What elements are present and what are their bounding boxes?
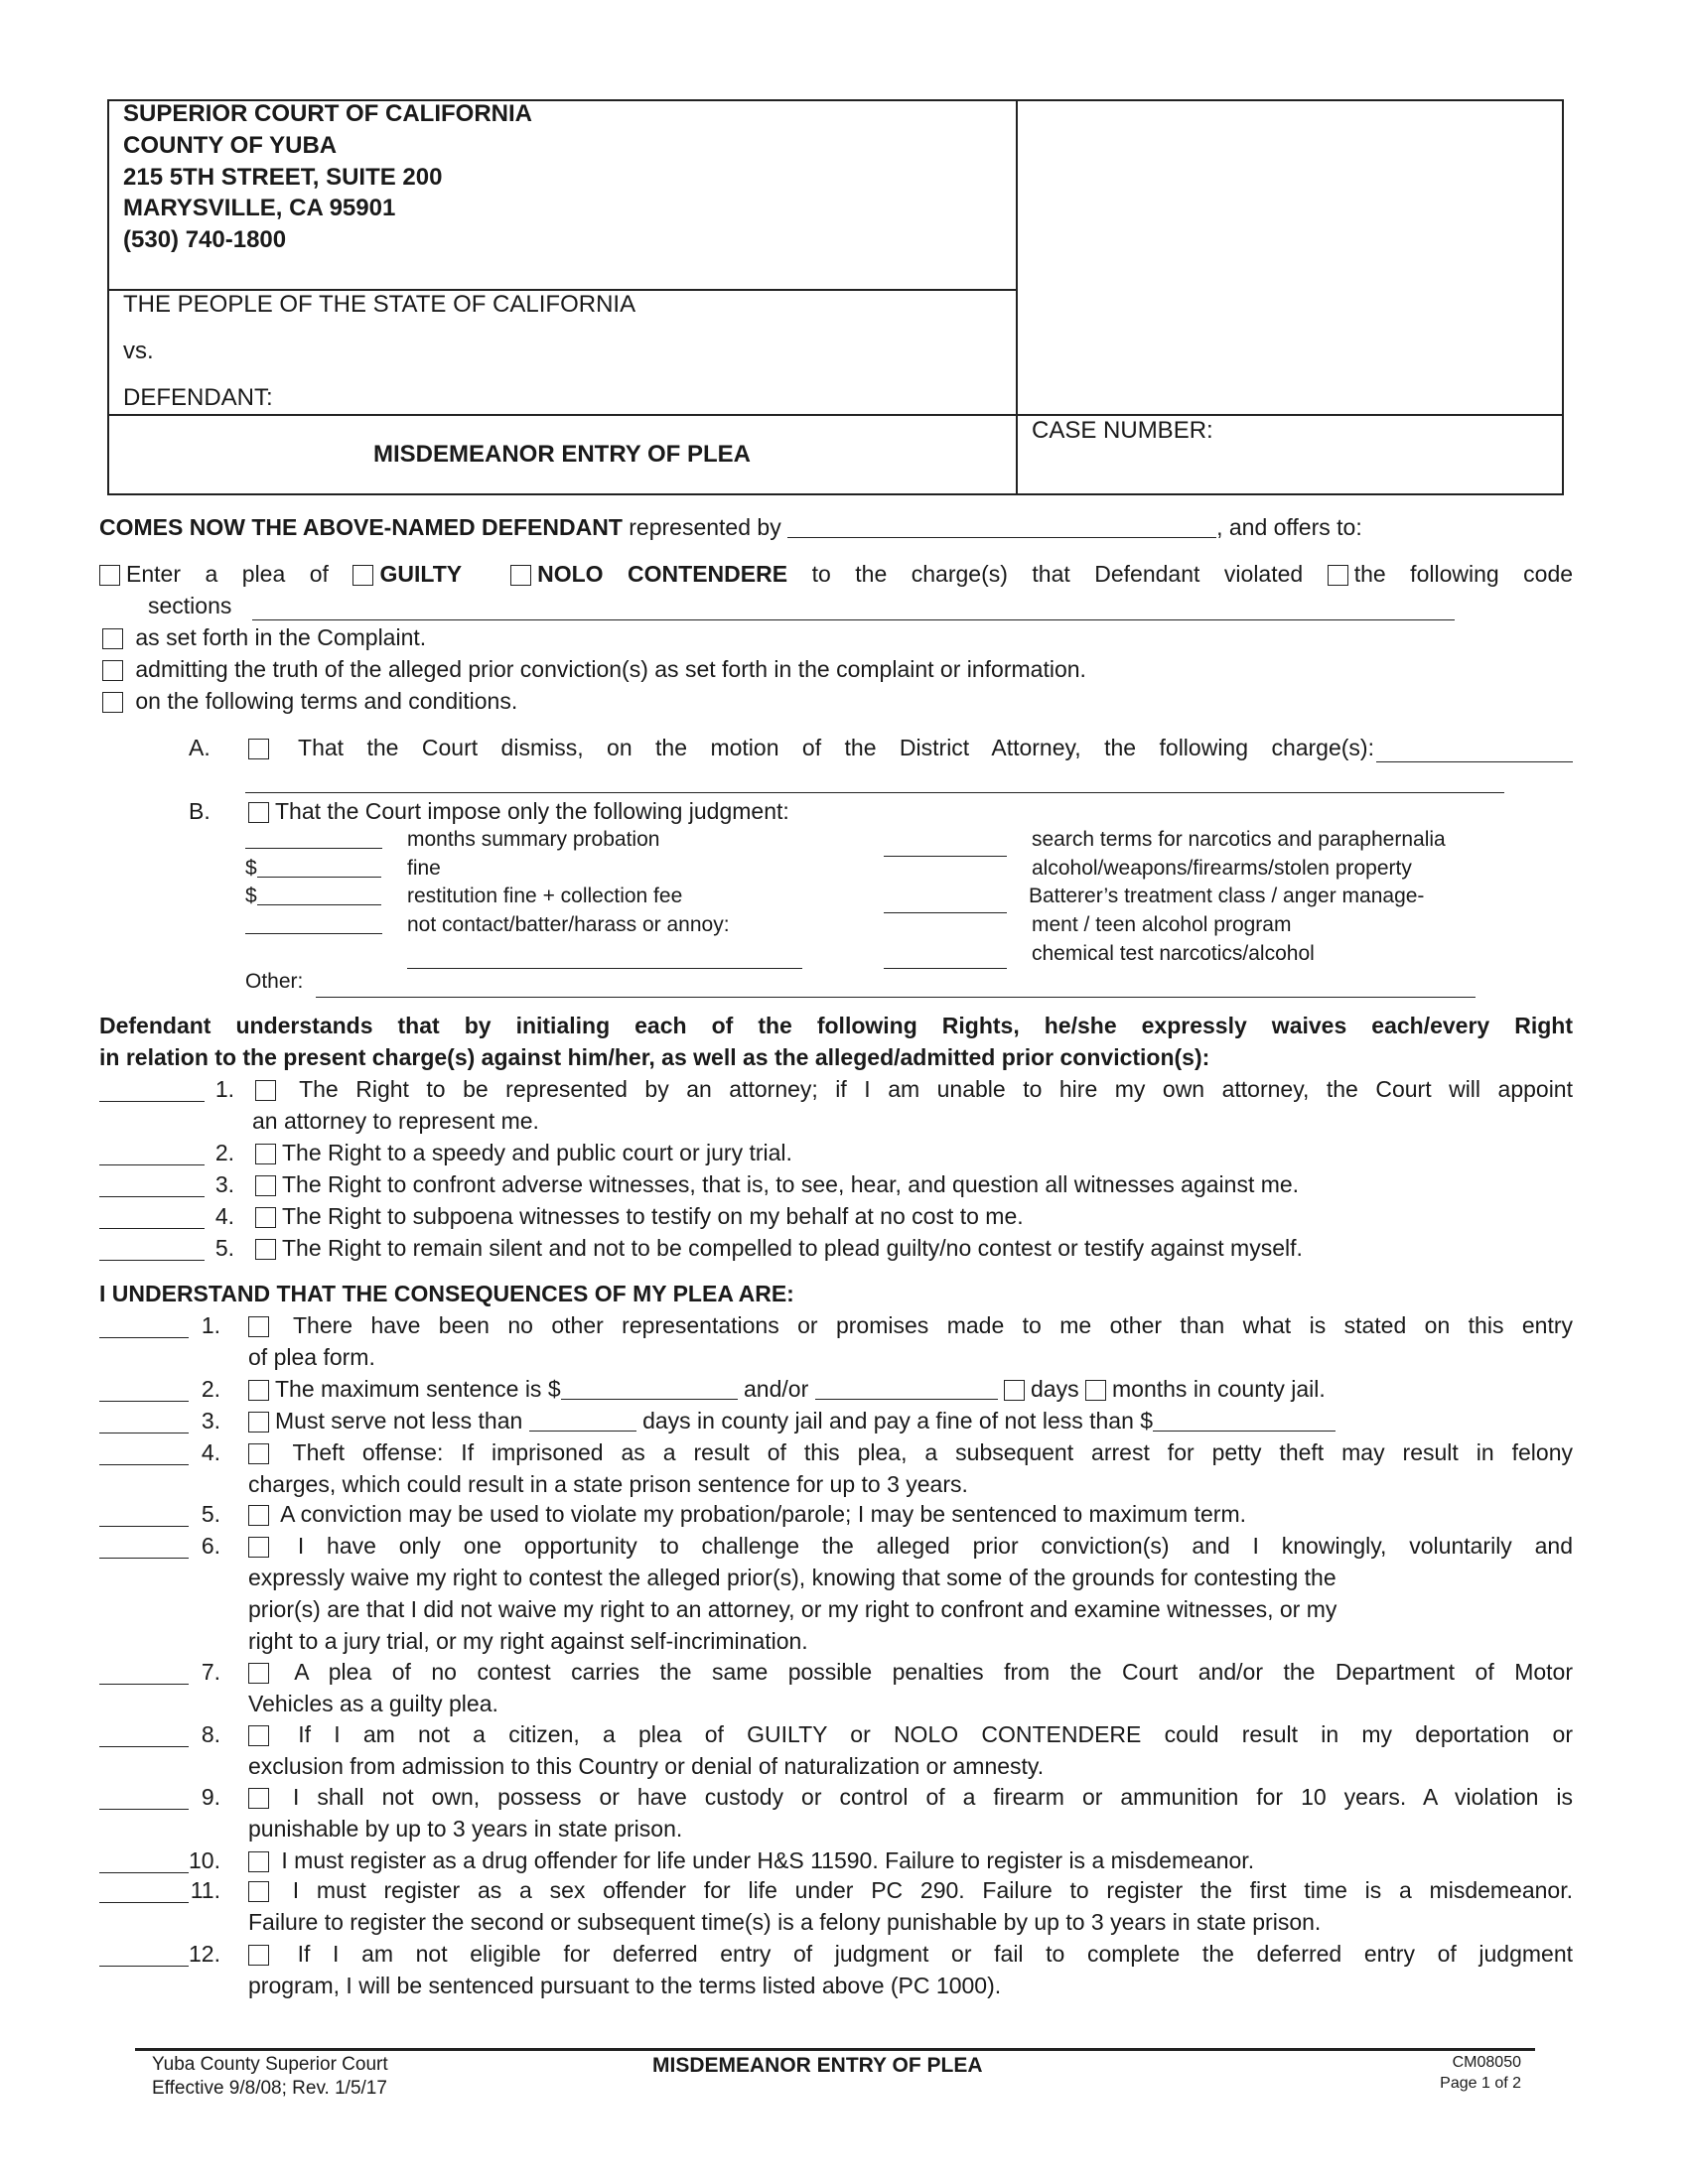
consequence-11 — [248, 1876, 1573, 1904]
consequence-11-initials-field[interactable] — [99, 1882, 189, 1903]
consequence-7-checkbox[interactable] — [248, 1663, 269, 1684]
right-1-checkbox[interactable] — [255, 1080, 276, 1101]
right-2 — [255, 1139, 792, 1166]
months-text: months in county jail. — [1112, 1376, 1326, 1402]
represented-by-text: represented by — [629, 514, 781, 540]
consequence-12-initials-field[interactable] — [99, 1946, 189, 1967]
consequence-1-text-2: of plea form. — [248, 1344, 375, 1370]
max-sentence-amount-field[interactable] — [561, 1379, 738, 1400]
right-3-checkbox[interactable] — [255, 1175, 276, 1196]
case-number-field[interactable]: CASE NUMBER: — [1032, 417, 1213, 444]
term-a-text: That the Court dismiss, on the motion of the District Attorney, the following charge(s): — [298, 735, 1374, 760]
right-5 — [255, 1234, 1303, 1262]
days-text: days — [1031, 1376, 1079, 1402]
consequence-7-text: A plea of no contest carries the same possible penalties from the Court and/or the Department of Motor — [294, 1659, 1573, 1685]
footer-form-id: CM08050 — [1452, 2054, 1521, 2071]
consequence-6-number: 6. — [201, 1533, 220, 1559]
consequence-7-number: 7. — [201, 1659, 220, 1685]
consequence-5-checkbox[interactable] — [248, 1505, 269, 1526]
search-terms-label-2: alcohol/weapons/firearms/stolen property — [1032, 857, 1412, 880]
no-contact-name-field[interactable] — [407, 948, 802, 969]
term-b-checkbox[interactable] — [248, 802, 269, 823]
consequence-10-initials-field[interactable] — [99, 1852, 189, 1873]
nolo-text: NOLO CONTENDERE — [537, 561, 788, 587]
enter-plea-text: Enter a plea of — [126, 561, 329, 587]
term-a — [248, 734, 1374, 761]
no-contact-field[interactable] — [245, 913, 382, 934]
right-1-text-2: an attorney to represent me. — [252, 1108, 539, 1134]
people-label: THE PEOPLE OF THE STATE OF CALIFORNIA — [123, 291, 636, 318]
right-2-initials-field[interactable] — [99, 1145, 205, 1165]
min-serve-text: Must serve not less than — [275, 1408, 523, 1433]
term-b-label: B. — [189, 798, 211, 824]
complaint-text: as set forth in the Complaint. — [135, 624, 427, 650]
chemical-test-field[interactable] — [884, 948, 1007, 969]
consequence-2-checkbox[interactable] — [248, 1380, 269, 1401]
chemical-test-label: chemical test narcotics/alcohol — [1032, 942, 1315, 965]
consequence-12-text-2: program, I will be sentenced pursuant to the terms listed above (PC 1000). — [248, 1973, 1002, 1998]
right-4-number: 4. — [214, 1203, 234, 1229]
consequence-9-checkbox[interactable] — [248, 1788, 269, 1809]
to-charges-text: to the charge(s) that Defendant violated — [811, 561, 1304, 587]
consequence-3-checkbox[interactable] — [248, 1412, 269, 1433]
term-a-label: A. — [189, 735, 211, 760]
other-label: Other: — [245, 970, 304, 993]
sections-label: sections — [148, 593, 232, 618]
restitution-label: restitution fine + collection fee — [407, 885, 683, 907]
intro-line — [99, 513, 1573, 541]
consequence-6 — [248, 1532, 1573, 1560]
consequence-2-initials-field[interactable] — [99, 1381, 189, 1402]
rights-intro-2: in relation to the present charge(s) against him/her, as well as the alleged/admitted prior conviction(s): — [99, 1044, 1210, 1070]
fine-field[interactable] — [257, 857, 381, 878]
consequence-1-checkbox[interactable] — [248, 1316, 269, 1337]
right-3 — [255, 1170, 1299, 1198]
consequence-11-checkbox[interactable] — [248, 1881, 269, 1902]
enter-plea-checkbox[interactable] — [99, 565, 120, 586]
consequence-6-initials-field[interactable] — [99, 1538, 189, 1559]
right-5-number: 5. — [214, 1235, 234, 1261]
min-fine-field[interactable] — [1153, 1411, 1336, 1432]
consequence-3-initials-field[interactable] — [99, 1413, 189, 1433]
consequence-4-text: Theft offense: If imprisoned as a result of this plea, a subsequent arrest for petty theft may result in felony — [292, 1439, 1573, 1465]
dismiss-charges-field-2[interactable] — [245, 772, 1504, 793]
fine-label: fine — [407, 857, 441, 880]
guilty-checkbox[interactable] — [352, 565, 373, 586]
consequence-10-checkbox[interactable] — [248, 1851, 269, 1872]
consequence-4-initials-field[interactable] — [99, 1444, 189, 1465]
consequence-7-initials-field[interactable] — [99, 1664, 189, 1685]
consequence-10-number: 10. — [189, 1847, 220, 1873]
right-4 — [255, 1202, 1024, 1230]
consequence-6-checkbox[interactable] — [248, 1537, 269, 1558]
right-3-initials-field[interactable] — [99, 1176, 205, 1197]
caption-divider — [107, 414, 1564, 416]
consequence-8-number: 8. — [201, 1721, 220, 1747]
consequence-3-number: 3. — [201, 1408, 220, 1433]
treatment-class-label-2: ment / teen alcohol program — [1032, 913, 1292, 936]
probation-months-field[interactable] — [245, 828, 382, 849]
search-terms-field[interactable] — [884, 836, 1007, 857]
vs-label: vs. — [123, 338, 154, 364]
restitution-item — [245, 884, 381, 909]
consequence-5-text: A conviction may be used to violate my probation/parole; I may be sentenced to maximum term. — [280, 1501, 1246, 1527]
fine-item — [245, 856, 381, 882]
court-phone: (530) 740-1800 — [123, 226, 287, 253]
consequence-6-text-2: expressly waive my right to contest the alleged prior(s), knowing that some of the grounds for contesting the — [248, 1565, 1336, 1590]
term-b-text: That the Court impose only the following judgment: — [275, 798, 789, 824]
right-4-initials-field[interactable] — [99, 1208, 205, 1229]
complaint-checkbox[interactable] — [102, 628, 123, 649]
right-2-number: 2. — [214, 1140, 234, 1165]
court-city: MARYSVILLE, CA 95901 — [123, 195, 396, 221]
right-4-checkbox[interactable] — [255, 1207, 276, 1228]
right-4-text: The Right to subpoena witnesses to testify on my behalf at no cost to me. — [282, 1203, 1024, 1229]
consequence-1-number: 1. — [201, 1312, 220, 1338]
consequence-5-initials-field[interactable] — [99, 1506, 189, 1527]
footer-rule — [135, 2048, 1535, 2051]
consequence-12-text: If I am not eligible for deferred entry of judgment or fail to complete the deferred entry of judgment — [297, 1941, 1574, 1967]
consequence-7-text-2: Vehicles as a guilty plea. — [248, 1691, 498, 1716]
search-terms-label: search terms for narcotics and paraphernalia — [1032, 828, 1446, 851]
right-2-text: The Right to a speedy and public court or jury trial. — [282, 1140, 792, 1165]
plea-line — [99, 560, 1573, 588]
consequence-8-initials-field[interactable] — [99, 1726, 189, 1747]
other-field[interactable] — [316, 977, 1476, 998]
consequence-1 — [248, 1311, 1573, 1339]
consequence-6-text-3: prior(s) are that I did not waive my right to an attorney, or my right to confront and examine witnesses, or my — [248, 1596, 1337, 1622]
caption-divider — [1016, 99, 1018, 495]
terms-text: on the following terms and conditions. — [135, 688, 518, 714]
consequence-8 — [248, 1720, 1573, 1748]
complaint-option — [102, 623, 426, 651]
prior-text: admitting the truth of the alleged prior conviction(s) as set forth in the complaint or information. — [135, 656, 1086, 682]
days-checkbox[interactable] — [1004, 1380, 1025, 1401]
consequence-2-number: 2. — [201, 1376, 220, 1402]
footer-effective: Effective 9/8/08; Rev. 1/5/17 — [152, 2078, 387, 2099]
max-sentence-text: The maximum sentence is $ — [275, 1376, 561, 1402]
consequence-8-text-2: exclusion from admission to this Country or denial of naturalization or amnesty. — [248, 1753, 1045, 1779]
terms-option — [102, 687, 517, 715]
consequence-10-text: I must register as a drug offender for life under H&S 11590. Failure to register is a misdemeanor. — [281, 1847, 1255, 1873]
consequence-11-text-2: Failure to register the second or subsequent time(s) is a felony punishable by up to 3 years in state prison. — [248, 1909, 1322, 1935]
right-1-number: 1. — [214, 1076, 234, 1102]
rights-intro: Defendant understands that by initialing each of the following Rights, he/she expressly waives each/every Right — [99, 1013, 1573, 1038]
attorney-name-field[interactable] — [787, 517, 1216, 538]
consequence-12 — [248, 1940, 1573, 1968]
court-name: SUPERIOR COURT OF CALIFORNIA — [123, 100, 532, 127]
right-1-text: The Right to be represented by an attorney; if I am unable to hire my own attorney, the Court will appoint — [299, 1076, 1573, 1102]
consequences-heading: I UNDERSTAND THAT THE CONSEQUENCES OF MY PLEA ARE: — [99, 1281, 794, 1306]
consequence-9-text-2: punishable by up to 3 years in state prison. — [248, 1816, 683, 1842]
consequence-11-text: I must register as a sex offender for life under PC 290. Failure to register the first time is a misdemeanor. — [292, 1877, 1574, 1903]
footer-title: MISDEMEANOR ENTRY OF PLEA — [652, 2054, 983, 2077]
consequence-9-text: I shall not own, possess or have custody or control of a firearm or ammunition for 10 years. A violation is — [292, 1784, 1573, 1810]
dismiss-charges-field[interactable] — [1376, 742, 1573, 762]
offers-to-text: , and offers to: — [1216, 514, 1362, 540]
right-2-checkbox[interactable] — [255, 1144, 276, 1164]
right-5-checkbox[interactable] — [255, 1239, 276, 1260]
treatment-class-label: Batterer’s treatment class / anger manage- — [1029, 885, 1425, 907]
code-sections-checkbox[interactable] — [1328, 565, 1348, 586]
consequence-6-text-4: right to a jury trial, or my right against self-incrimination. — [248, 1628, 808, 1654]
right-5-text: The Right to remain silent and not to be compelled to plead guilty/no contest or testify against myself. — [282, 1235, 1303, 1261]
court-county: COUNTY OF YUBA — [123, 132, 338, 159]
consequence-1-text: There have been no other representations or promises made to me other than what is stated on this entry — [293, 1312, 1573, 1338]
nolo-checkbox[interactable] — [510, 565, 531, 586]
terms-checkbox[interactable] — [102, 692, 123, 713]
consequence-5-number: 5. — [201, 1501, 220, 1527]
consequence-9-initials-field[interactable] — [99, 1789, 189, 1810]
consequence-10 — [248, 1846, 1254, 1874]
consequence-12-checkbox[interactable] — [248, 1945, 269, 1966]
restitution-field[interactable] — [257, 885, 381, 905]
following-code-text: the following code — [1353, 561, 1574, 587]
consequence-5 — [248, 1500, 1246, 1528]
consequence-1-initials-field[interactable] — [99, 1317, 189, 1338]
footer-court: Yuba County Superior Court — [152, 2054, 388, 2075]
consequence-6-text: I have only one opportunity to challenge the alleged prior conviction(s) and I knowingly, voluntarily and — [297, 1533, 1573, 1559]
defendant-field[interactable]: DEFENDANT: — [123, 384, 273, 411]
months-checkbox[interactable] — [1085, 1380, 1106, 1401]
consequence-12-number: 12. — [189, 1941, 220, 1967]
no-contact-item — [245, 912, 382, 938]
probation-label: months summary probation — [407, 828, 660, 851]
footer-page: Page 1 of 2 — [1440, 2075, 1521, 2092]
consequence-4-checkbox[interactable] — [248, 1443, 269, 1464]
min-fine-text: days in county jail and pay a fine of not less than $ — [642, 1408, 1154, 1433]
form-title: MISDEMEANOR ENTRY OF PLEA — [372, 441, 752, 468]
consequence-11-number: 11. — [190, 1877, 220, 1903]
right-1 — [255, 1075, 1573, 1103]
comes-now-text: COMES NOW THE ABOVE-NAMED DEFENDANT — [99, 514, 623, 540]
no-contact-label: not contact/batter/harass or annoy: — [407, 913, 730, 936]
consequence-4-number: 4. — [201, 1439, 220, 1465]
right-3-number: 3. — [214, 1171, 234, 1197]
prior-option — [102, 655, 1086, 683]
consequence-4 — [248, 1438, 1573, 1466]
consequence-2 — [248, 1375, 1326, 1403]
probation-item — [245, 827, 382, 853]
code-sections-field[interactable] — [252, 600, 1455, 620]
max-sentence-term-field[interactable] — [815, 1379, 998, 1400]
consequence-8-text: If I am not a citizen, a plea of GUILTY or NOLO CONTENDERE could result in my deportation or — [298, 1721, 1573, 1747]
right-5-initials-field[interactable] — [99, 1240, 205, 1261]
and-or-text: and/or — [744, 1376, 809, 1402]
right-1-initials-field[interactable] — [99, 1081, 205, 1102]
prior-checkbox[interactable] — [102, 660, 123, 681]
right-3-text: The Right to confront adverse witnesses, that is, to see, hear, and question all witnesses against me. — [282, 1171, 1300, 1197]
court-street: 215 5TH STREET, SUITE 200 — [123, 164, 443, 191]
consequence-4-text-2: charges, which could result in a state prison sentence for up to 3 years. — [248, 1471, 968, 1497]
guilty-text: GUILTY — [379, 561, 463, 587]
consequence-9-number: 9. — [201, 1784, 220, 1810]
dollar-sign: $ — [245, 857, 257, 880]
min-days-field[interactable] — [529, 1411, 636, 1432]
term-b — [248, 797, 789, 825]
consequence-9 — [248, 1783, 1573, 1811]
treatment-class-field[interactable] — [884, 892, 1007, 913]
consequence-8-checkbox[interactable] — [248, 1725, 269, 1746]
consequence-3 — [248, 1407, 1336, 1434]
consequence-7 — [248, 1658, 1573, 1686]
term-a-checkbox[interactable] — [248, 739, 269, 759]
dollar-sign: $ — [245, 885, 257, 907]
